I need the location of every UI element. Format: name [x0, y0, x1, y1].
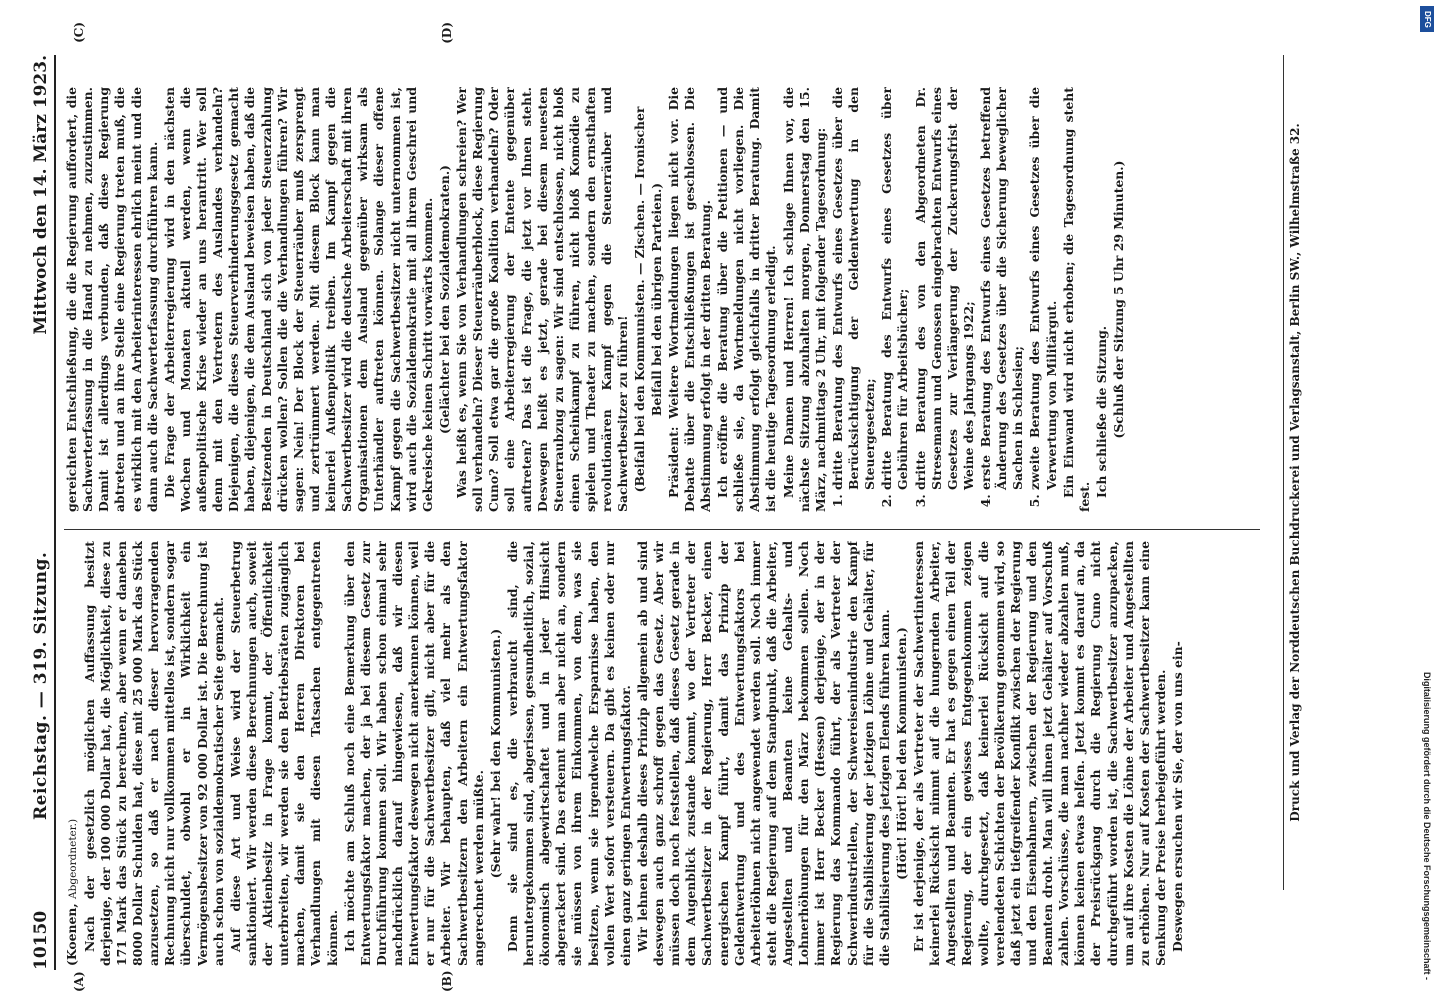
agenda-item: 3. dritte Beratung des von den Abgeordneten Dr. Stresemann und Genossen eingebrachten Entwurfs eines Gesetzes zur Verlängerung der Zuckerungsfrist der Weine des Jahrgangs 1922;: [913, 87, 978, 490]
paragraph: Was heißt es, wenn Sie von Verhandlungen schreien? Wer soll verhandeln? Dieser Steuerräuberblock, diese Regierung Cuno? Soll etwa gar die große Koalition verhandeln? Oder soll eine Arbeiterregierung der Entente gegenüber auftreten? Das ist die Frage, die jetzt vor Ihnen steht. Deswegen heißt es jetzt, gerade bei diesem neuesten Steuerraubzug zu sagen: Wir sind entschlossen, nicht bloß einen Scheinkampf zu führen, nicht bloß Komödie zu spielen und Theater zu machen, sondern den ernsthaften revolutionären Kampf gegen die Steuerräuber und Sachwertbesitzer zu führen!: [454, 87, 631, 512]
president-text: Weitere Wortmeldungen liegen nicht vor. Die Debatte über die Entschließungen ist geschlossen. Die Abstimmung erfolgt in der dritten Beratung.: [665, 87, 713, 512]
printer-imprint: Druck und Verlag der Norddeutschen Buchdruckerei und Verlagsanstalt, Berlin SW., Wilhelmstraße 32.: [1283, 55, 1302, 890]
agenda-list: [830, 87, 1060, 512]
page-header: [28, 55, 56, 970]
speaker-name: (Koenen,: [64, 903, 79, 966]
agenda-item: 5. zweite Beratung des Entwurfs eines Gesetzes über die Verwertung von Militärgut.: [1027, 87, 1059, 490]
paragraph: Meine Damen und Herren! Ich schlage Ihnen vor, die nächste Sitzung abzuhalten morgen, Donnerstag den 15. März, nachmittags 2 Uhr, mit folgender Tagesordnung:: [780, 87, 828, 512]
interjection: (Hört! Hört! bei den Kommunisten.): [893, 627, 909, 880]
paragraph: Deswegen ersuchen wir Sie, der von uns ein-: [1170, 641, 1186, 952]
paragraph: Nach der gesetzlich möglichen Auffassung besitzt derjenige, der 100 000 Dollar hat, die Möglichkeit, diese zu 171 Mark das Stück zu berechnen, aber wenn er daneben 8000 Dollar Schulden hat, diese mit 25 000 Mark das Stück anzusetzen, so daß er nach dieser hervorragenden Rechnung nicht nur vollkommen mittellos ist, sondern sogar überschuldet, obwohl er in Wirklichkeit ein Vermögensbesitzer von 92 000 Dollar ist. Die Berechnung ist auch schon von sozialdemokratischer Seite gemacht.: [81, 541, 226, 966]
left-column: [64, 541, 1260, 966]
paragraph: gereichten Entschließung, die die Regierung auffordert, die Sachwerterfassung in die Hand zu nehmen, zuzustimmen. Damit ist allerdings verbunden, daß diese Regierung abtreten und an ihre Stelle eine Regierung treten muß, die es wirklich mit den Arbeiterinteressen ehrlich meint und die dann auch die Sachwerterfassung durchführen kann.: [64, 87, 160, 512]
interjection: (Gelächter bei den Sozialdemokraten.): [436, 164, 452, 435]
president-label: Präsident:: [665, 426, 681, 498]
page-number: 10150: [31, 910, 51, 970]
paragraph: Ein Einwand wird nicht erhoben; die Tagesordnung steht fest.: [1060, 87, 1092, 512]
session-title: Reichstag. — 319. Sitzung.: [31, 551, 51, 820]
margin-marker-a: (A): [72, 971, 86, 992]
president-line: [666, 87, 714, 512]
agenda-item: 2. dritte Beratung des Entwurfs eines Gesetzes über Gebühren für Arbeitsbücher;: [879, 87, 911, 490]
interjection: (Beifall bei den Kommunisten. — Zischen. — Ironischer Beifall bei den übrigen Parteien.): [632, 106, 664, 493]
paragraph: Ich möchte am Schluß noch eine Bemerkung über den Entwertungsfaktor machen, der ja bei diesem Gesetz zur Durchführung kommen soll. Wir haben schon einmal sehr nachdrücklich darauf hingewiesen, daß wir diesen Entwertungsfaktor deswegen nicht anerkennen können, weil er nur für die Sachwertbesitzer gilt, nicht aber für die Arbeiter. Wir behaupten, daß viel mehr als den Sachwertbesitzern den Arbeitern ein Entwertungsfaktor angerechnet werden müßte.: [341, 541, 486, 966]
margin-marker-d: (D): [440, 22, 454, 44]
agenda-item: 1. dritte Beratung des Entwurfs eines Gesetzes über die Berücksichtigung der Geldentwertung in den Steuergesetzen;: [830, 87, 878, 490]
digitization-credit: [1420, 0, 1434, 1000]
agenda-item: 4. erste Beratung des Entwurfs eines Gesetzes betreffend Änderung des Gesetzes über die Sicherung beweglicher Sachen in Schlesien;: [978, 87, 1026, 490]
dfg-logo: DFG: [1420, 6, 1434, 32]
paragraph: Ich eröffne die Beratung über die Petitionen — und schließe sie, da Wortmeldungen nicht vorliegen. Die Abstimmung erfolgt gleichfalls in dritter Beratung. Damit ist die heutige Tagesordnung erledigt.: [715, 87, 779, 512]
paragraph: Er ist derjenige, der als Vertreter der Sachwertinteressen keinerlei Rücksicht nimmt auf die hungernden Arbeiter, Angestellten und Beamten. Er hat es gegen einen Teil der Regierung, der ein gewisses Entgegenkommen zeigen wollte, durchgesetzt, daß keinerlei Rücksicht auf die verelendeten Schichten der Bevölkerung genommen wird, so daß jetzt ein tiefgreifender Konflikt zwischen der Regierung und den Eisenbahnern, zwischen der Regierung und den Beamten droht. Man will ihnen jetzt Gehälter auf Vorschuß zahlen. Vorschüsse, die man nachher wieder abzahlen muß, können keinen etwas helfen. Jetzt kommt es darauf an, da der Preisrückgang durch die Regierung Cuno nicht durchgeführt worden ist, die Sachwertbesitzer anzupacken, um auf ihre Kosten die Löhne der Arbeiter und Angestellten zu erhöhen. Nur auf Kosten der Sachwertbesitzer kann eine Senkung der Preise herbeigeführt werden.: [911, 541, 1168, 966]
paragraph: Wir lehnen deshalb dieses Prinzip allgemein ab und sind deswegen auch ganz schroff gegen das Gesetz. Aber wir müssen doch noch feststellen, daß dieses Gesetz gerade in dem Augenblick zustande kommt, wo der Vertreter der Sachwertbesitzer in der Regierung, Herr Becker, einen energischen Kampf führt, damit das Prinzip der Geldentwertung und des Entwertungsfaktors bei Arbeiterlöhnen nicht angewendet werden soll. Noch immer steht die Regierung auf dem Standpunkt, daß die Arbeiter, Angestellten und Beamten keine Gehalts- und Lohnerhöhungen für den März bekommen sollen. Noch immer ist Herr Becker (Hessen) derjenige, der in der Regierung das Kommando führt, der als Vertreter der Schwerindustriellen, der Schwereisenindustrie den Kampf für die Stabilisierung der jetzigen Löhne und Gehälter, für die Stabilisierung des jetzigen Elends führen kann.: [634, 541, 892, 966]
speaker-line: [64, 541, 81, 966]
right-column: [64, 87, 1260, 512]
paragraph: Auf diese Art und Weise wird der Steuerbetrug sanktioniert. Wir werden diese Berechnungen auch, soweit der Aktienbesitz in Frage kommt, der Öffentlichkeit unterbreiten, wir werden sie den Betriebsräten zugänglich machen, damit sie den Herren Direktoren bei Verhandlungen mit diesen Tatsachen entgegentreten können.: [227, 541, 340, 966]
speaker-role: Abgeordneter.): [67, 818, 79, 899]
margin-marker-c: (C): [72, 22, 86, 43]
margin-marker-b: (B): [440, 970, 454, 992]
session-date: Mittwoch den 14. März 1923.: [31, 55, 51, 335]
paragraph: Denn sie sind es, die verbraucht sind, die heruntergekommen sind, abgerissen, gesundheitlich, sozial, ökonomisch abgewirtschaftet und in jeder Hinsicht abgerackert sind. Das erkennt man aber nicht an, sondern sie müssen von ihrem Einkommen, von dem, was sie besitzen, wenn sie irgendwelche Ersparnisse haben, den vollen Wert sofort versteuern. Da gibt es keinen oder nur einen ganz geringen Entwertungsfaktor.: [504, 541, 633, 966]
paragraph: Ich schließe die Sitzung.: [1093, 325, 1109, 498]
paragraph: Die Frage der Arbeiterregierung wird in den nächsten Wochen und Monaten aktuell werden, wenn die außenpolitische Krise wieder an uns herantritt. Wer soll denn mit den Vertretern des Auslandes verhandeln? Diejenigen, die dieses Steuerverhinderungsgesetz gemacht haben, diejenigen, die dem Ausland beweisen haben, daß die Besitzenden in Deutschland sich von jeder Steuerzahlung drücken wollen? Sollen die die Verhandlungen führen? Wir sagen: Nein! Der Block der Steuerräuber muß zersprengt und zertrümmert werden. Mit diesem Block kann man keinerlei Außenpolitik treiben. Im Kampf gegen die Sachwertbesitzer wird die deutsche Arbeiterschaft mit ihren Organisationen dem Ausland gegenüber wirksam als Unterhändler auftreten können. Solange dieser offene Kampf gegen die Sachwertbesitzer nicht unternommen ist, wird auch die Sozialdemokratie mit all ihrem Geschrei und Gekreische keinen Schritt vorwärts kommen.: [161, 87, 435, 512]
column-divider: [64, 529, 1260, 530]
interjection: (Sehr wahr! bei den Kommunisten.): [487, 628, 503, 879]
credit-text: Digitalisierung gefördert durch die Deutsche Forschungsgemeinschaft -: [1422, 671, 1432, 980]
closing-note: (Schluß der Sitzung 5 Uhr 29 Minuten.): [1111, 160, 1126, 439]
